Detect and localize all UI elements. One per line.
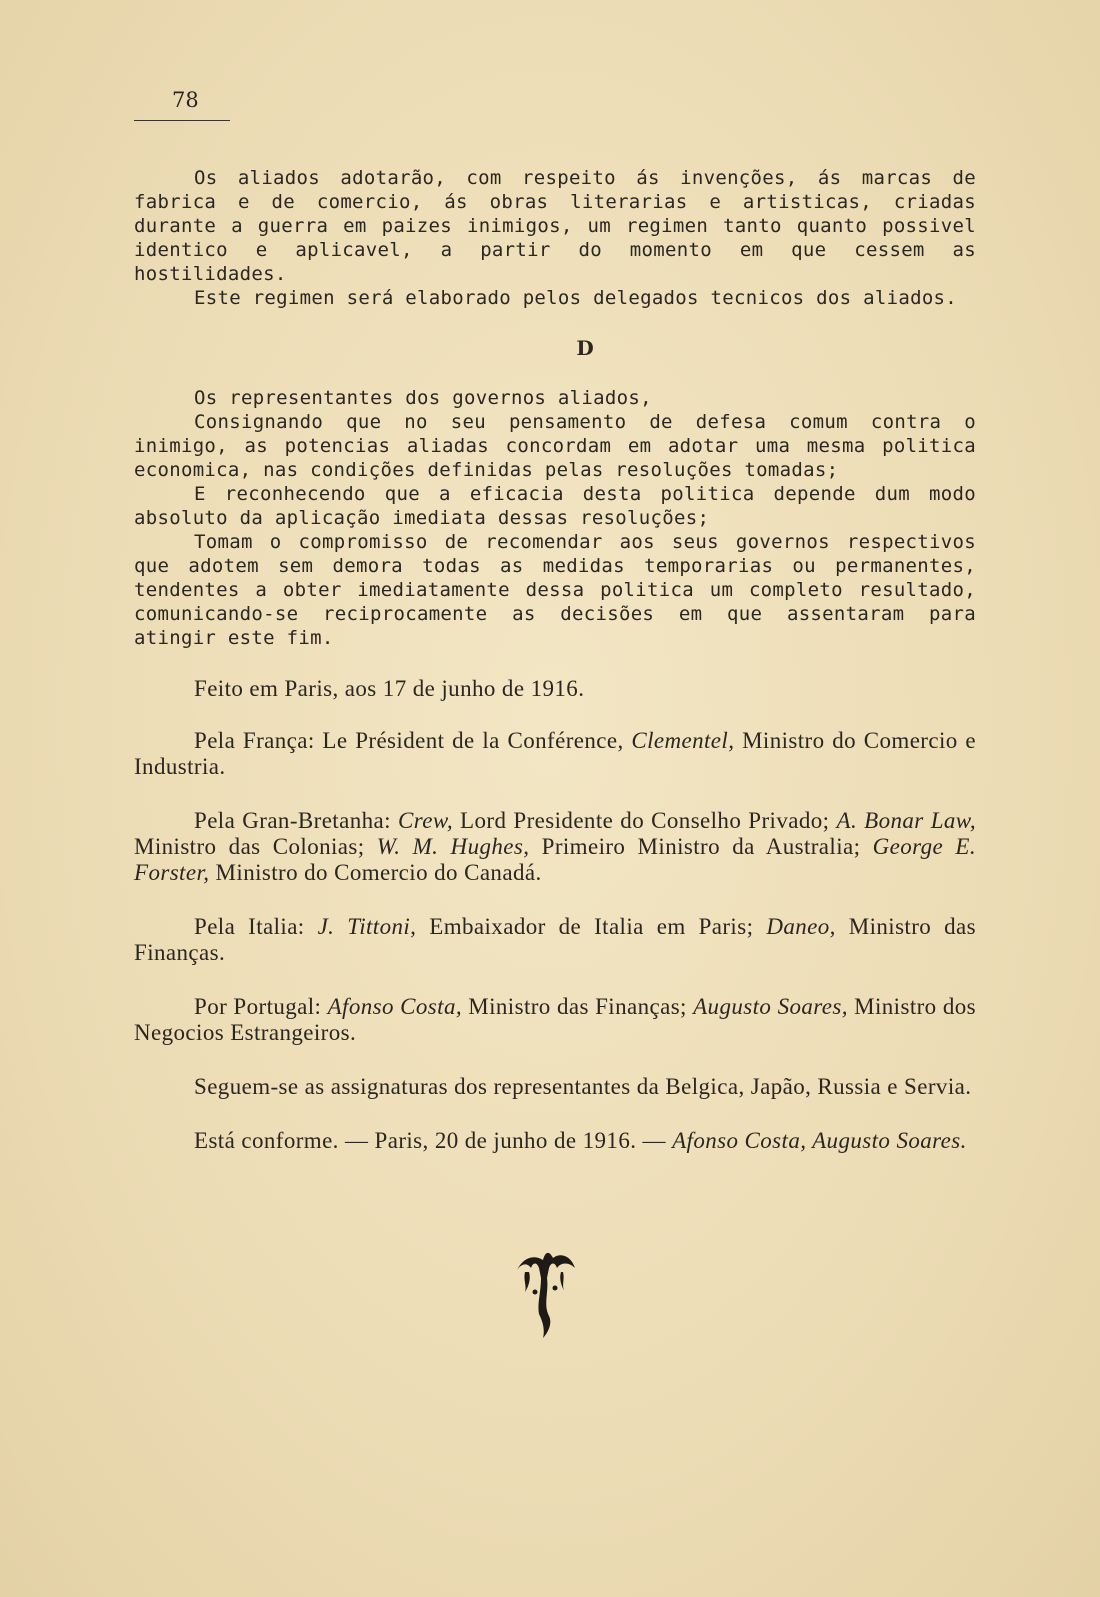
signature-britain: [134, 808, 976, 886]
conforme-line: [134, 1128, 976, 1154]
italy-signatory-2: Daneo,: [766, 914, 836, 939]
portugal-signatory-2: Augusto Soares,: [693, 994, 848, 1019]
section-c-paragraph-1: Os aliados adotarão, com respeito ás invenções, ás marcas de fabrica e de comercio, ás obras literarias e artisticas, criadas durante a guerra em paizes inimigos, um regimen tanto quanto possivel identico e aplicavel, a partir do momento em que cessem as hostilidades.: [134, 167, 976, 285]
section-d: [134, 386, 976, 650]
page-number: 78: [172, 88, 199, 112]
document-body: [134, 166, 976, 1154]
britain-role-2: Ministro das Colonias;: [134, 834, 377, 859]
britain-role-1: Lord Presidente do Conselho Privado;: [453, 808, 837, 833]
britain-signatory-4: George E. Forster,: [134, 834, 977, 885]
signatures: [134, 676, 976, 1154]
section-c: [134, 166, 976, 310]
page-number-rule: [134, 120, 230, 121]
printer-ornament-icon: [513, 1248, 579, 1340]
britain-role-3: Primeiro Ministro da Australia;: [529, 834, 873, 859]
section-d-heading: D: [576, 336, 594, 360]
done-at-line: Feito em Paris, aos 17 de junho de 1916.: [194, 676, 585, 701]
portugal-role-1: Ministro das Finanças;: [462, 994, 694, 1019]
section-d-paragraph-1: Os representantes dos governos aliados,: [194, 387, 652, 409]
portugal-role-2: Ministro dos Negocios Estrangeiros.: [134, 994, 976, 1045]
other-signatures-note: Seguem-se as assignaturas dos representantes da Belgica, Japão, Russia e Servia.: [194, 1074, 972, 1099]
italy-role-2: Ministro das Finanças.: [134, 914, 976, 965]
conforme-prefix: Está conforme. — Paris, 20 de junho de 1916. —: [194, 1128, 673, 1153]
britain-prefix: Pela Gran-Bretanha:: [194, 808, 398, 833]
section-d-paragraph-2: Consignando que no seu pensamento de defesa comum contra o inimigo, as potencias aliadas concordam em adotar uma mesma politica economica, nas condições definidas pelas resoluções tomadas;: [134, 411, 976, 481]
britain-signatory-3: W. M. Hughes,: [376, 834, 530, 859]
italy-role-1: Embaixador de Italia em Paris;: [416, 914, 767, 939]
portugal-prefix: Por Portugal:: [194, 994, 328, 1019]
portugal-signatory-1: Afonso Costa,: [327, 994, 462, 1019]
britain-role-4: Ministro do Comercio do Canadá.: [209, 860, 542, 885]
italy-prefix: Pela Italia:: [194, 914, 318, 939]
italy-signatory-1: J. Tittoni,: [317, 914, 417, 939]
section-d-paragraph-4: Tomam o compromisso de recomendar aos seus governos respectivos que adotem sem demora todas as medidas temporarias ou permanentes, tendentes a obter imediatamente dessa politica um completo resultado, comunicando-se reciprocamente as decisões em que assentaram para atingir este fim.: [134, 531, 976, 649]
britain-signatory-1: Crew,: [397, 808, 453, 833]
signature-italy: [134, 914, 976, 966]
france-signatory: Clementel,: [631, 728, 735, 753]
section-d-paragraph-3: E reconhecendo que a eficacia desta politica depende dum modo absoluto da aplicação imediata dessas resoluções;: [134, 483, 976, 529]
france-prefix: Pela França: Le Président de la Conférence,: [194, 728, 632, 753]
signature-portugal: [134, 994, 976, 1046]
france-role: Ministro do Comercio e Industria.: [134, 728, 976, 779]
signature-france: [134, 728, 976, 780]
britain-signatory-2: A. Bonar Law,: [836, 808, 976, 833]
conforme-signatories: Afonso Costa, Augusto Soares.: [672, 1128, 967, 1153]
section-c-paragraph-2: Este regimen será elaborado pelos delegados tecnicos dos aliados.: [194, 287, 958, 309]
